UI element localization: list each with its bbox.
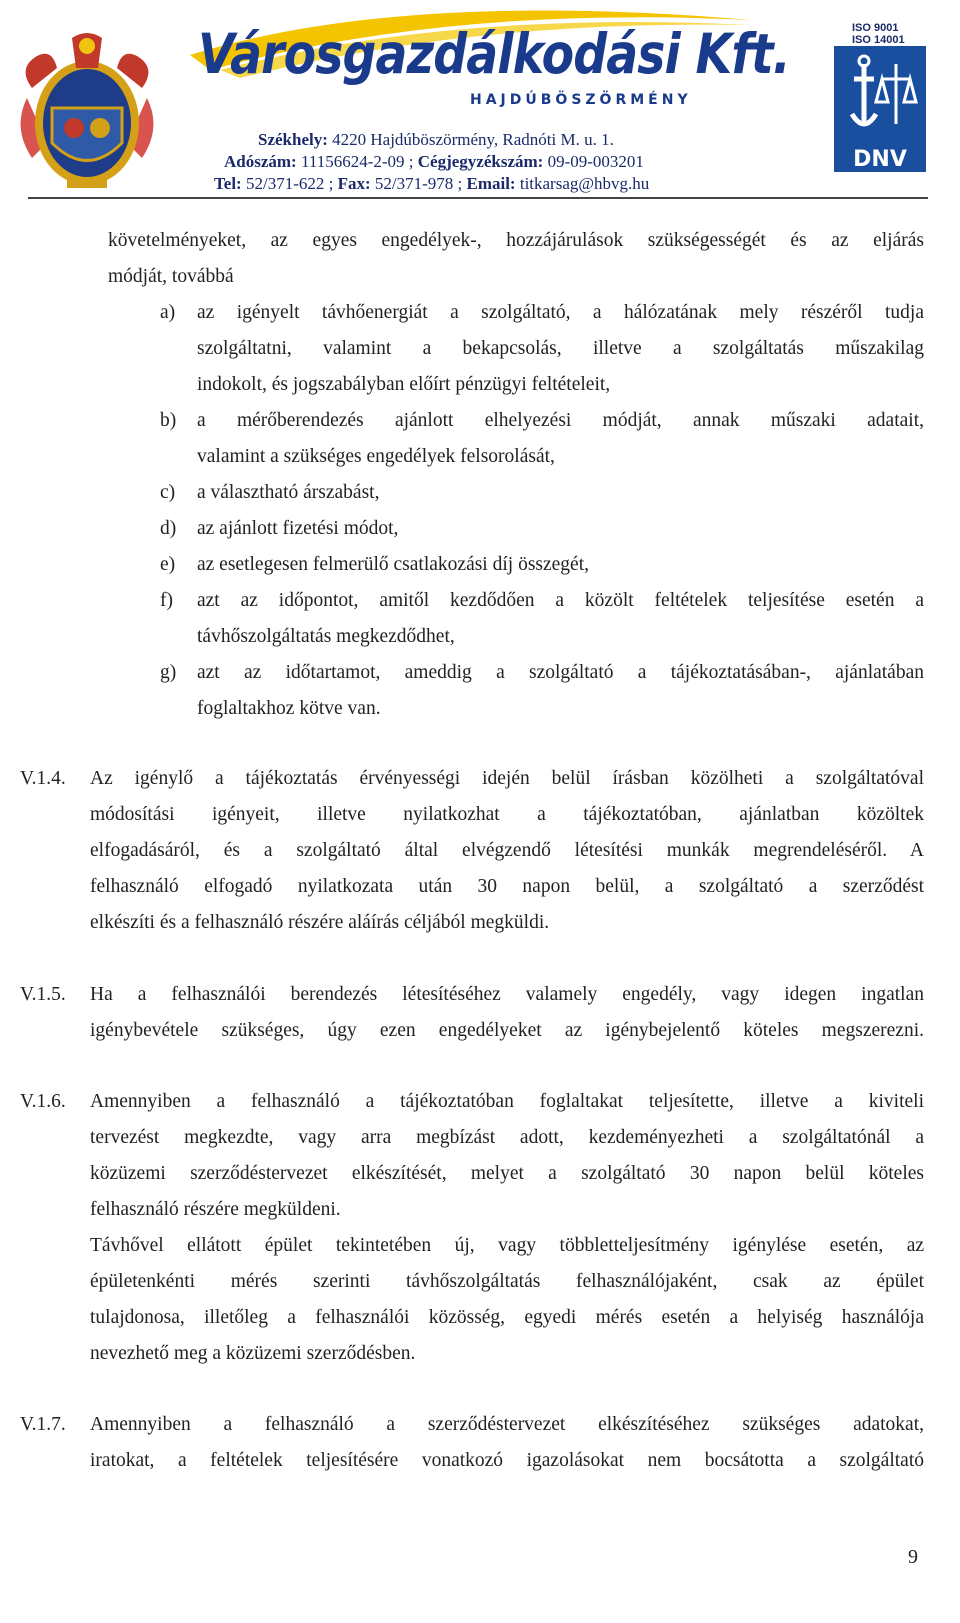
tax-value: 11156624-2-09 ;	[296, 152, 418, 171]
list-item-line: valamint a szükséges engedélyek felsorolását,	[197, 446, 555, 467]
seat-line	[258, 130, 614, 150]
list-item-label: b)	[160, 410, 177, 431]
iso-9001-label: ISO 9001	[852, 22, 899, 34]
section-number: V.1.4.	[20, 768, 66, 789]
list-item-line: szolgáltatni, valamint a bekapcsolás, illetve a szolgáltatás műszakilag	[197, 338, 924, 359]
section-line: elfogadásáról, és a szolgáltató által elvégzendő létesítési munkák megrendeléséről. A	[90, 840, 924, 861]
list-item-line: az igényelt távhőenergiát a szolgáltató, a hálózatának mely részéről tudja	[197, 302, 924, 323]
company-city-logo: HAJDÚBÖSZÖRMÉNY	[470, 92, 692, 108]
seat-value: 4220 Hajdúböszörmény, Radnóti M. u. 1.	[327, 130, 614, 149]
iso-14001-label: ISO 14001	[852, 34, 905, 46]
section-line: elkészíti és a felhasználó részére aláírás céljából megküldi.	[90, 912, 550, 933]
coat-of-arms-logo	[12, 28, 162, 193]
intro-line-2: módját, továbbá	[108, 266, 234, 287]
list-item-label: c)	[160, 482, 176, 503]
reg-value: 09-09-003201	[543, 152, 644, 171]
section-number: V.1.5.	[20, 984, 66, 1005]
list-item-line: az esetlegesen felmerülő csatlakozási díj összegét,	[197, 554, 589, 575]
section-line: módosítási igényeit, illetve nyilatkozhat a tájékoztatóban, ajánlatban közöltek	[90, 804, 924, 825]
list-item-label: f)	[160, 590, 173, 611]
section-line: Ha a felhasználói berendezés létesítéséhez valamely engedély, vagy idegen ingatlan	[90, 984, 924, 1005]
list-item-label: d)	[160, 518, 177, 539]
section-line: közüzemi szerződéstervezet elkészítését, melyet a szolgáltató 30 napon belül köteles	[90, 1163, 924, 1184]
header-divider	[28, 197, 928, 199]
tax-label: Adószám:	[224, 152, 297, 171]
list-item-line: azt az időtartamot, ameddig a szolgáltató a tájékoztatásában-, ajánlatában	[197, 662, 924, 683]
section-line: felhasználó elfogadó nyilatkozata után 30 napon belül, a szolgáltató a szerződést	[90, 876, 924, 897]
section-line: Az igénylő a tájékoztatás érvényességi idején belül írásban közölheti a szolgáltatóval	[90, 768, 924, 789]
section-line: tulajdonosa, illetőleg a felhasználói közösség, egyedi mérés esetén a helyiség használója	[90, 1307, 924, 1328]
section-line: iratokat, a feltételek teljesítésére vonatkozó igazolásokat nem bocsátotta a szolgáltató	[90, 1450, 924, 1471]
list-item-line: foglaltakhoz kötve van.	[197, 698, 381, 719]
reg-label: Cégjegyzékszám:	[417, 152, 544, 171]
dnv-certification-logo	[834, 24, 926, 174]
section-line: igénybevétele szükséges, úgy ezen engedélyeket az igénybejelentő köteles megszerezni.	[90, 1020, 924, 1041]
email-value: titkarsag@hbvg.hu	[515, 174, 650, 193]
section-line: tervezést megkezdte, vagy arra megbízást adott, kezdeményezheti a szolgáltatónál a	[90, 1127, 924, 1148]
list-item-line: az ajánlott fizetési módot,	[197, 518, 399, 539]
section-line: Távhővel ellátott épület tekintetében új, vagy többletteljesítmény igénylése esetén, az	[90, 1235, 924, 1256]
section-number: V.1.6.	[20, 1091, 66, 1112]
company-name-logo: Városgazdálkodási Kft.	[198, 22, 790, 86]
list-item-label: a)	[160, 302, 176, 323]
dnv-logo-text: DNV	[853, 147, 907, 172]
list-item-line: azt az időpontot, amitől kezdődően a közölt feltételek teljesítése esetén a	[197, 590, 924, 611]
letterhead	[0, 0, 960, 200]
fax-label: Fax:	[337, 174, 371, 193]
seat-label: Székhely:	[258, 130, 328, 149]
section-line: épületenkénti mérés szerinti távhőszolgáltatás felhasználójaként, csak az épület	[90, 1271, 924, 1292]
email-label: Email:	[466, 174, 516, 193]
section-line: Amennyiben a felhasználó a szerződéstervezet elkészítéséhez szükséges adatokat,	[90, 1414, 924, 1435]
list-item-label: e)	[160, 554, 176, 575]
section-line: nevezhető meg a közüzemi szerződésben.	[90, 1343, 416, 1364]
list-item-line: a mérőberendezés ajánlott elhelyezési módját, annak műszaki adatait,	[197, 410, 924, 431]
tax-line	[224, 152, 644, 172]
list-item-line: távhőszolgáltatás megkezdődhet,	[197, 626, 455, 647]
list-item-label: g)	[160, 662, 177, 683]
page-number: 9	[908, 1546, 918, 1568]
section-number: V.1.7.	[20, 1414, 66, 1435]
tel-label: Tel:	[214, 174, 242, 193]
section-line: Amennyiben a felhasználó a tájékoztatóban foglaltakat teljesítette, illetve a kiviteli	[90, 1091, 924, 1112]
fax-value: 52/371-978 ;	[370, 174, 467, 193]
tel-value: 52/371-622 ;	[241, 174, 338, 193]
contact-line	[214, 174, 649, 194]
list-item-line: indokolt, és jogszabályban előírt pénzügyi feltételeit,	[197, 374, 611, 395]
section-line: felhasználó részére megküldeni.	[90, 1199, 341, 1220]
list-item-line: a választható árszabást,	[197, 482, 380, 503]
intro-line-1: követelményeket, az egyes engedélyek-, hozzájárulások szükségességét és az eljárás	[108, 230, 924, 251]
